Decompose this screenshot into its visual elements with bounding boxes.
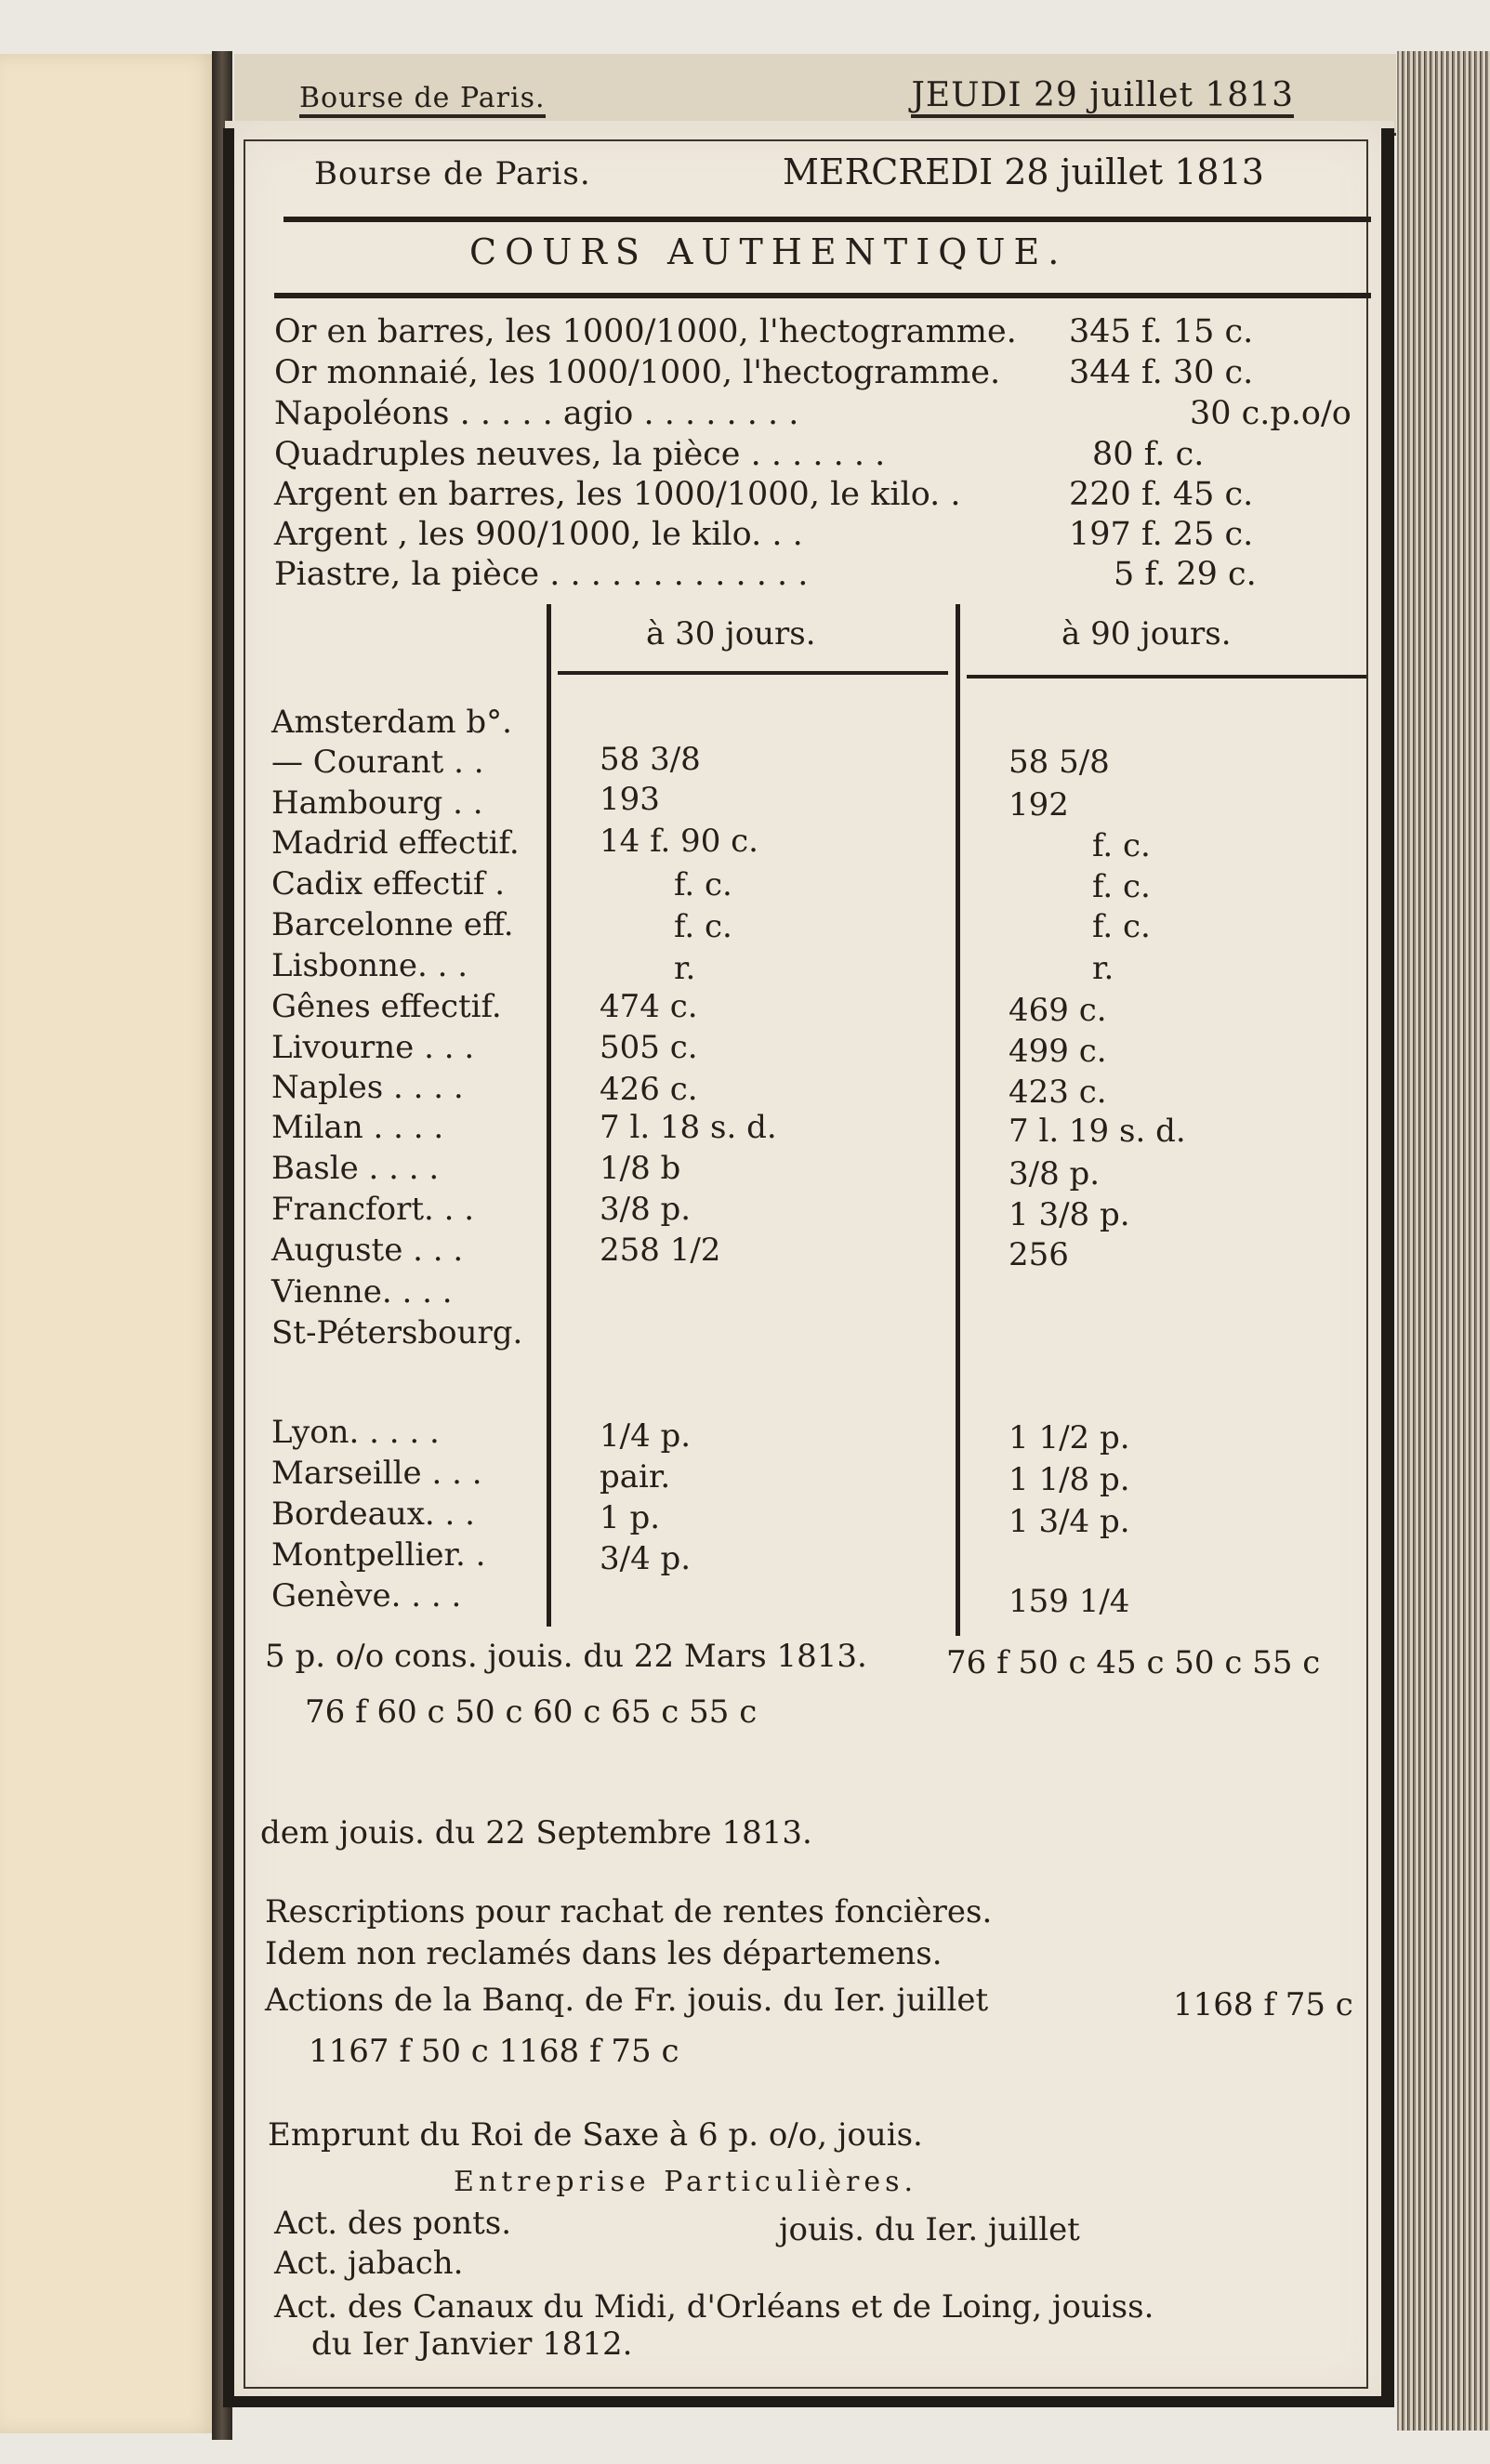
city-label: Naples . . . . — [271, 1069, 464, 1106]
rate-30: f. c. — [674, 908, 732, 945]
rate-90: 159 1/4 — [1009, 1583, 1130, 1620]
rate-30: 1/4 p. — [600, 1417, 692, 1455]
entreprises-heading: Entreprise Particulières. — [454, 2166, 918, 2198]
rate-90: f. c. — [1092, 908, 1151, 945]
rate-30: 505 c. — [600, 1029, 698, 1066]
rate-90: f. c. — [1092, 868, 1151, 905]
rate-90: 423 c. — [1009, 1074, 1107, 1111]
rescriptions-line: Rescriptions pour rachat de rentes foncières. — [265, 1893, 993, 1930]
metal-value: 5 f. 29 c. — [1114, 556, 1257, 593]
city-label: Madrid effectif. — [271, 824, 520, 862]
rate-30: 426 c. — [600, 1071, 698, 1108]
banque-actions-value: 1168 f 75 c — [1173, 1986, 1353, 2023]
rate-30: 7 l. 18 s. d. — [600, 1109, 777, 1146]
metal-label: Quadruples neuves, la pièce . . . . . . . — [274, 436, 886, 473]
rate-30: 58 3/8 — [600, 741, 701, 778]
city-label: Amsterdam b°. — [271, 704, 512, 741]
rate-30: 14 f. 90 c. — [600, 823, 758, 860]
metal-value: 30 c.p.o/o — [1190, 395, 1352, 432]
rate-90: r. — [1092, 950, 1114, 987]
rate-90: 1 3/4 p. — [1009, 1503, 1130, 1540]
rate-90: 1 3/8 p. — [1009, 1196, 1130, 1233]
rente-5pct-line: 5 p. o/o cons. jouis. du 22 Mars 1813. — [265, 1638, 867, 1675]
col-90-rule — [967, 675, 1366, 679]
city-label: Hambourg . . — [271, 784, 483, 822]
rate-30: 3/8 p. — [600, 1191, 692, 1228]
emprunt-saxe-line: Emprunt du Roi de Saxe à 6 p. o/o, jouis. — [268, 2116, 923, 2154]
rate-30: 1 p. — [600, 1499, 661, 1536]
rate-30: 1/8 b — [600, 1150, 681, 1187]
ponts-jouis: jouis. du Ier. juillet — [779, 2211, 1080, 2248]
city-label: Marseille . . . — [271, 1455, 482, 1492]
bulletin-title: COURS AUTHENTIQUE. — [469, 231, 1068, 272]
rate-90: 3/8 p. — [1009, 1155, 1101, 1192]
facing-blank-page — [0, 54, 218, 2433]
under-date: JEUDI 29 juillet 1813 — [911, 76, 1294, 118]
page-edges — [1397, 51, 1490, 2431]
rate-30: pair. — [600, 1458, 671, 1496]
metal-value: 80 f. c. — [1092, 436, 1205, 473]
idem-line: Idem non reclamés dans les départemens. — [265, 1935, 943, 1972]
city-label: Basle . . . . — [271, 1150, 440, 1187]
rate-90: 499 c. — [1009, 1033, 1107, 1070]
rente-5pct-values: 76 f 50 c 45 c 50 c 55 c — [946, 1644, 1321, 1681]
city-label: Genève. . . . — [271, 1577, 462, 1614]
column-divider-left — [547, 604, 551, 1627]
bulletin-date: MERCREDI 28 juillet 1813 — [783, 152, 1264, 192]
metal-value: 345 f. 15 c. — [1069, 313, 1254, 350]
city-label: Livourne . . . — [271, 1029, 475, 1066]
col-30-days: à 30 jours. — [646, 615, 816, 652]
banque-actions-line: Actions de la Banq. de Fr. jouis. du Ier. juillet — [265, 1982, 989, 2019]
city-label: Vienne. . . . — [271, 1273, 453, 1311]
city-label: Lisbonne. . . — [271, 947, 468, 984]
city-label: Bordeaux. . . — [271, 1496, 475, 1533]
banque-actions-values-2: 1167 f 50 c 1168 f 75 c — [309, 2033, 679, 2070]
rente-5pct-values-2: 76 f 60 c 50 c 60 c 65 c 55 c — [305, 1693, 758, 1731]
rate-30: 474 c. — [600, 988, 698, 1025]
metal-label: Argent en barres, les 1000/1000, le kilo. . — [274, 476, 961, 513]
metal-value: 197 f. 25 c. — [1069, 516, 1254, 553]
metal-label: Piastre, la pièce . . . . . . . . . . . . . — [274, 556, 809, 593]
col-90-days: à 90 jours. — [1061, 615, 1232, 652]
title-rule — [274, 293, 1371, 298]
metal-label: Or en barres, les 1000/1000, l'hectogramme. — [274, 313, 1017, 350]
rate-90: 1 1/8 p. — [1009, 1461, 1130, 1498]
rate-90: f. c. — [1092, 827, 1151, 864]
canaux-line: Act. des Canaux du Midi, d'Orléans et de Loing, jouiss. — [274, 2288, 1154, 2326]
city-label: St-Pétersbourg. — [271, 1314, 523, 1351]
metal-value: 344 f. 30 c. — [1069, 354, 1254, 391]
city-label: Milan . . . . — [271, 1109, 444, 1146]
under-bourse: Bourse de Paris. — [299, 82, 546, 118]
city-label: Barcelonne eff. — [271, 906, 514, 943]
rate-30: 258 1/2 — [600, 1232, 721, 1269]
rate-30: r. — [674, 950, 696, 987]
rate-30: 193 — [600, 781, 660, 818]
canaux-line-2: du Ier Janvier 1812. — [311, 2326, 633, 2363]
rente-september-line: dem jouis. du 22 Septembre 1813. — [260, 1814, 812, 1851]
rate-90: 1 1/2 p. — [1009, 1419, 1130, 1456]
city-label: — Courant . . — [271, 744, 484, 781]
city-label: Cadix effectif . — [271, 865, 506, 903]
rate-90: 256 — [1009, 1236, 1069, 1273]
metal-label: Argent , les 900/1000, le kilo. . . — [274, 516, 803, 553]
city-label: Francfort. . . — [271, 1191, 475, 1228]
city-label: Auguste . . . — [271, 1232, 464, 1269]
ponts-line: Act. des ponts. — [274, 2205, 512, 2242]
city-label: Lyon. . . . . — [271, 1414, 440, 1451]
header-rule — [283, 217, 1371, 222]
rate-90: 469 c. — [1009, 992, 1107, 1029]
rate-30: 3/4 p. — [600, 1540, 692, 1577]
city-label: Gênes effectif. — [271, 988, 502, 1025]
bourse-heading: Bourse de Paris. — [314, 155, 591, 192]
rate-90: 192 — [1009, 786, 1069, 824]
rate-90: 7 l. 19 s. d. — [1009, 1113, 1186, 1150]
rate-30: f. c. — [674, 866, 732, 903]
metal-label: Napoléons . . . . . agio . . . . . . . . — [274, 395, 799, 432]
jabach-line: Act. jabach. — [274, 2245, 464, 2282]
metal-label: Or monnaié, les 1000/1000, l'hectogramme. — [274, 354, 1001, 391]
col-30-rule — [558, 671, 948, 675]
metal-value: 220 f. 45 c. — [1069, 476, 1254, 513]
column-divider-right — [956, 604, 960, 1636]
rate-90: 58 5/8 — [1009, 744, 1110, 781]
city-label: Montpellier. . — [271, 1536, 486, 1574]
